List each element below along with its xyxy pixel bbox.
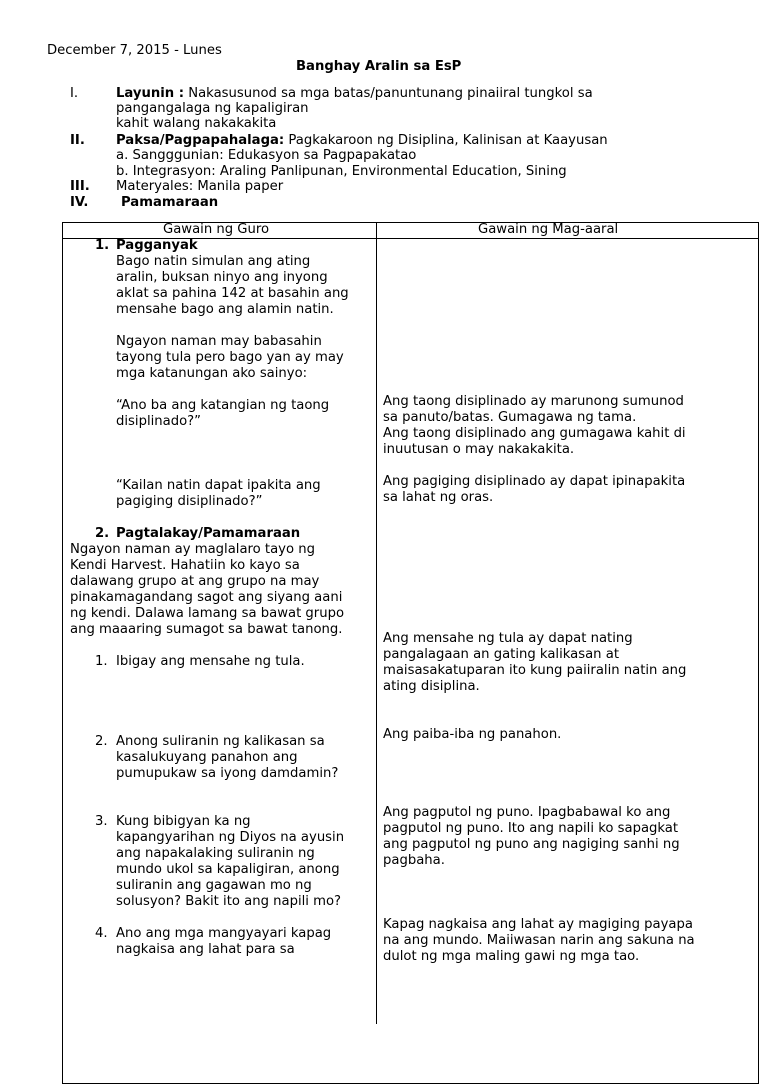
intro-line: ng kendi. Dalawa lamang sa bawat grupo [70,606,345,621]
paksa-text: Pagkakaroon ng Disiplina, Kalinisan at Kaayusan [284,133,608,148]
answer-line: Ang pagputol ng puno. Ipagbabawal ko ang [383,805,671,820]
question-line: nagkaisa ang lahat para sa [116,942,295,957]
answer-line: Kapag nagkaisa ang lahat ay magiging payapa [383,917,693,932]
layunin-label: Layunin : [116,86,185,101]
paksa-line [116,133,608,149]
question-num: 3. [95,814,108,829]
layunin-line-3: kahit walang nakakakita [116,116,277,131]
intro-line: pinakamagandang sagot ang siyang aani [70,590,343,605]
magaaral-answer-2 [383,474,685,506]
layunin-line-1 [116,86,593,102]
intro-line: dalawang grupo at ang grupo na may [70,574,320,589]
answer-line: ating disiplina. [383,679,480,694]
question-2 [70,734,370,782]
pagtalakay-section [70,526,370,542]
answer-line: ang pagputol ng puno ang nagiging sanhi ng [383,837,680,852]
date-line: December 7, 2015 - Lunes [47,43,222,58]
answer-line: Ang taong disiplinado ay marunong sumunod [383,394,684,409]
question-line: Anong suliranin ng kalikasan sa [116,734,325,749]
question-line: disiplinado?” [116,414,201,429]
question-line: “Ano ba ang katangian ng taong [116,398,330,413]
pagganyak-title: Pagganyak [116,238,198,253]
question-line: solusyon? Bakit ito ang napili mo? [116,894,342,909]
paragraph-line: Bago natin simulan ang ating [116,254,311,269]
layunin-text: Nakasusunod sa mga batas/panuntunang pinaiiral tungkol sa [184,86,593,101]
pagganyak-section [70,238,370,526]
answer-line: sa panuto/batas. Gumagawa ng tama. [383,410,637,425]
question-line: kapangyarihan ng Diyos na ayusin [116,830,345,845]
outline-num-iii: III. [70,179,90,194]
paksa-sub-a: a. Sangggunian: Edukasyon sa Pagpapakatao [116,148,417,163]
pagganyak-num: 1. [95,238,110,253]
question-3 [70,814,370,910]
question-line: suliranin ang gagawan mo ng [116,878,312,893]
answer-line: maisasakatuparan ito kung paiiralin natin ang [383,663,687,678]
paragraph-line: tayong tula pero bago yan ay may [116,350,344,365]
answer-line: Ang paiba-iba ng panahon. [383,727,562,742]
paragraph-line: Ngayon naman may babasahin [116,334,322,349]
question-num: 2. [95,734,108,749]
magaaral-answer-1 [383,394,686,458]
answer-line: Ang mensahe ng tula ay dapat nating [383,631,633,646]
question-line: Ibigay ang mensahe ng tula. [116,654,305,669]
guro-column [70,238,370,958]
question-line: “Kailan natin dapat ipakita ang [116,478,321,493]
magaaral-answer-6 [383,917,695,965]
answer-line: Ang pagiging disiplinado ay dapat ipinapakita [383,474,686,489]
question-line: Kung bibigyan ka ng [116,814,251,829]
outline-num-i: I. [70,86,79,101]
outline-num-iv: IV. [70,195,89,210]
question-line: pumupukaw sa iyong damdamin? [116,766,339,781]
question-num: 1. [95,654,108,669]
pagtalakay-num: 2. [95,526,110,541]
answer-line: inuutusan o may nakakakita. [383,442,575,457]
paragraph-line: aklat sa pahina 142 at basahin ang [116,286,349,301]
question-line: mundo ukol sa kapaligiran, anong [116,862,340,877]
materyales-line: Materyales: Manila paper [116,179,284,194]
table-header-guro: Gawain ng Guro [163,222,270,237]
answer-line: Ang taong disiplinado ang gumagawa kahit di [383,426,686,441]
question-line: pagiging disiplinado?” [116,494,263,509]
paksa-sub-b: b. Integrasyon: Araling Panlipunan, Environmental Education, Sining [116,164,567,179]
answer-line: na ang mundo. Maiiwasan narin ang sakuna na [383,933,695,948]
question-line: ang napakalaking suliranin ng [116,846,315,861]
pagtalakay-title: Pagtalakay/Pamamaraan [116,526,301,541]
intro-line: Kendi Harvest. Hahatiin ko kayo sa [70,558,300,573]
question-line: Ano ang mga mangyayari kapag [116,926,332,941]
table-header-magaaral: Gawain ng Mag-aaral [478,222,619,237]
question-4 [70,926,370,958]
outline-num-ii: II. [70,133,85,148]
pamamaraan-label: Pamamaraan [121,195,219,210]
paksa-label: Paksa/Pagpapahalaga: [116,133,285,148]
page-title: Banghay Aralin sa EsP [296,59,462,74]
magaaral-answer-5 [383,805,680,869]
magaaral-answer-4 [383,727,561,743]
paragraph-line: aralin, buksan ninyo ang inyong [116,270,328,285]
answer-line: pagbaha. [383,853,445,868]
question-1 [70,654,370,670]
answer-line: pagputol ng puno. Ito ang napili ko sapagkat [383,821,679,836]
answer-line: dulot ng mga maling gawi ng mga tao. [383,949,640,964]
answer-line: pangalagaan an gating kalikasan at [383,647,619,662]
layunin-line-2: pangangalaga ng kapaligiran [116,101,309,116]
paragraph-line: mensahe bago ang alamin natin. [116,302,334,317]
intro-line: ang maaaring sumagot sa bawat tanong. [70,622,343,637]
table-column-divider [376,222,377,1024]
answer-line: sa lahat ng oras. [383,490,494,505]
paragraph-line: mga katanungan ako sainyo: [116,366,308,381]
intro-line: Ngayon naman ay maglalaro tayo ng [70,542,315,557]
question-num: 4. [95,926,108,941]
question-line: kasalukuyang panahon ang [116,750,298,765]
magaaral-answer-3 [383,631,686,695]
